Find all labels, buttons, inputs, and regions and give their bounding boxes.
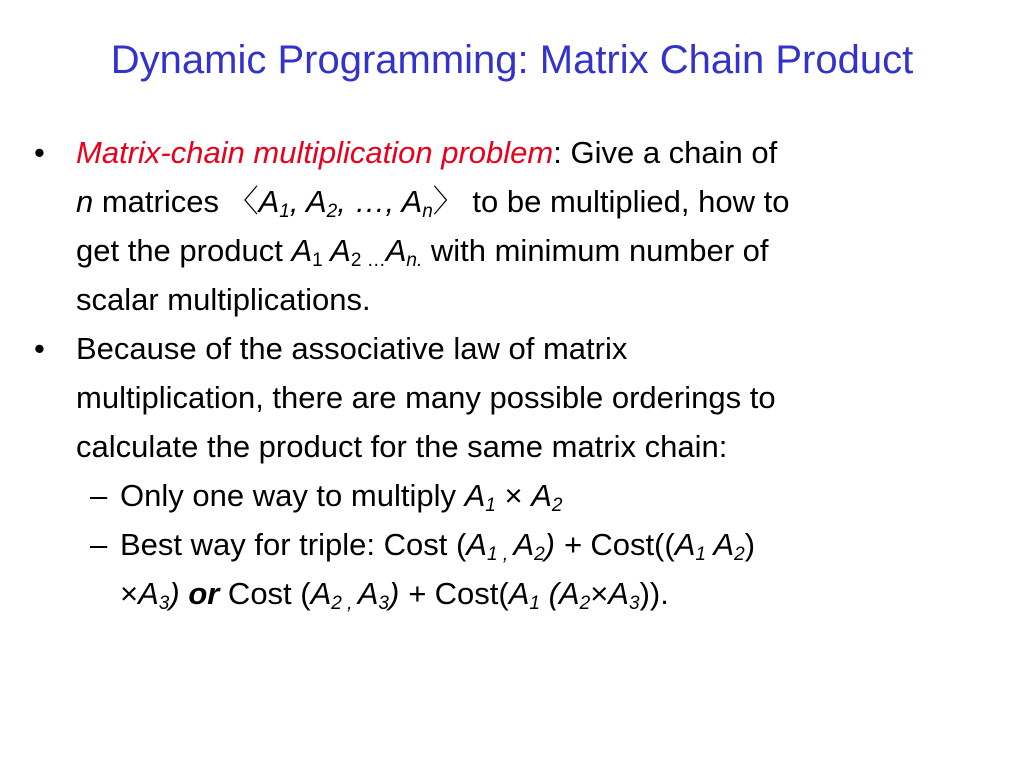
operator: ) + xyxy=(388,576,435,611)
matrix-a1: A xyxy=(508,576,530,611)
subscript: 2 xyxy=(350,250,362,271)
subscript: 2 xyxy=(331,593,342,614)
ellipsis: … xyxy=(361,250,386,271)
bullet-item-associative xyxy=(30,324,990,471)
subscript: n. xyxy=(406,250,423,271)
product-a2: A xyxy=(322,233,351,268)
colon: : xyxy=(553,135,562,170)
subscript: 3 xyxy=(628,593,640,614)
separator: , xyxy=(497,544,514,565)
times-symbol: × xyxy=(590,576,609,611)
subscript: 2 xyxy=(534,544,545,565)
subscript: 1 xyxy=(486,544,498,565)
matrix-a1: A xyxy=(258,184,280,219)
matrix-a1: A xyxy=(464,478,486,513)
slide-body xyxy=(30,128,990,618)
text-run: get the product xyxy=(76,233,292,268)
subscript: 1 xyxy=(695,544,706,565)
subscript: 2 xyxy=(734,544,745,565)
text-run: ) xyxy=(744,527,756,562)
text-run: Best way for triple: Cost ( xyxy=(120,527,467,562)
matrix-a2: A xyxy=(305,184,327,219)
matrix-a1: A xyxy=(674,527,696,562)
var-n: n xyxy=(76,184,94,219)
product-a1: A xyxy=(291,233,313,268)
text-run: Cost( xyxy=(434,576,509,611)
text-run: Cost(( xyxy=(590,527,675,562)
subbullet-line xyxy=(120,520,990,569)
subscript: 1 xyxy=(312,250,323,271)
times-symbol: × xyxy=(120,576,139,611)
matrix-a3: A xyxy=(357,576,379,611)
subbullet-item-triple xyxy=(30,520,990,618)
operator: ) + xyxy=(544,527,591,562)
text-run: Give a chain of xyxy=(561,135,778,170)
subbullet-item-pair xyxy=(30,471,990,520)
bullet-line: scalar multiplications. xyxy=(76,282,371,317)
matrix-a2: A xyxy=(310,576,332,611)
matrix-a3: A xyxy=(608,576,629,611)
subbullet-line xyxy=(120,569,990,618)
bullet-line xyxy=(76,128,990,177)
text-run: to be multiplied, how to xyxy=(463,184,790,219)
subscript: 3 xyxy=(158,593,170,614)
matrix-a3: A xyxy=(138,576,159,611)
subscript: 3 xyxy=(378,593,389,614)
or-keyword: or xyxy=(188,576,220,611)
subbullet-line xyxy=(120,471,990,520)
bullet-line: multiplication, there are many possible orderings to xyxy=(76,380,776,415)
matrix-a1: A xyxy=(466,527,487,562)
text-run: ) xyxy=(169,576,189,611)
text-run: Cost ( xyxy=(219,576,311,611)
subscript: 1 xyxy=(279,201,290,222)
matrix-a2: A xyxy=(558,576,580,611)
text-run: )). xyxy=(639,576,669,611)
separator: , xyxy=(289,184,306,219)
langle-symbol: 〈 xyxy=(227,184,259,219)
text-run: ( xyxy=(539,576,559,611)
term-highlight: Matrix-chain multiplication problem xyxy=(76,135,554,170)
bullet-line xyxy=(76,177,990,226)
bullet-line: Because of the associative law of matrix xyxy=(76,331,628,366)
product-an: A xyxy=(385,233,407,268)
subscript: 1 xyxy=(529,593,540,614)
subscript: 2 xyxy=(579,593,591,614)
separator: , xyxy=(341,593,358,614)
times-symbol: × xyxy=(495,478,532,513)
dash-marker: – xyxy=(90,527,108,562)
text-run: Only one way to multiply xyxy=(120,478,465,513)
rangle-symbol: 〉 xyxy=(432,184,464,219)
subscript: n xyxy=(422,201,433,222)
matrix-a2: A xyxy=(531,478,552,513)
text-run: with minimum number of xyxy=(422,233,769,268)
bullet-line: calculate the product for the same matrix chain: xyxy=(76,429,728,464)
subscript: 2 xyxy=(326,201,338,222)
subscript: 2 xyxy=(551,495,563,516)
dash-marker: – xyxy=(90,478,108,513)
bullet-item-problem xyxy=(30,128,990,324)
matrix-an: A xyxy=(401,184,423,219)
bullet-marker: • xyxy=(34,135,45,170)
bullet-marker: • xyxy=(34,331,45,366)
matrix-a2: A xyxy=(513,527,535,562)
text-run: matrices xyxy=(93,184,228,219)
subscript: 1 xyxy=(485,495,496,516)
matrix-a2: A xyxy=(705,527,735,562)
separator: , …, xyxy=(337,184,402,219)
slide-title: Dynamic Programming: Matrix Chain Product xyxy=(110,38,914,82)
bullet-line xyxy=(76,226,990,275)
